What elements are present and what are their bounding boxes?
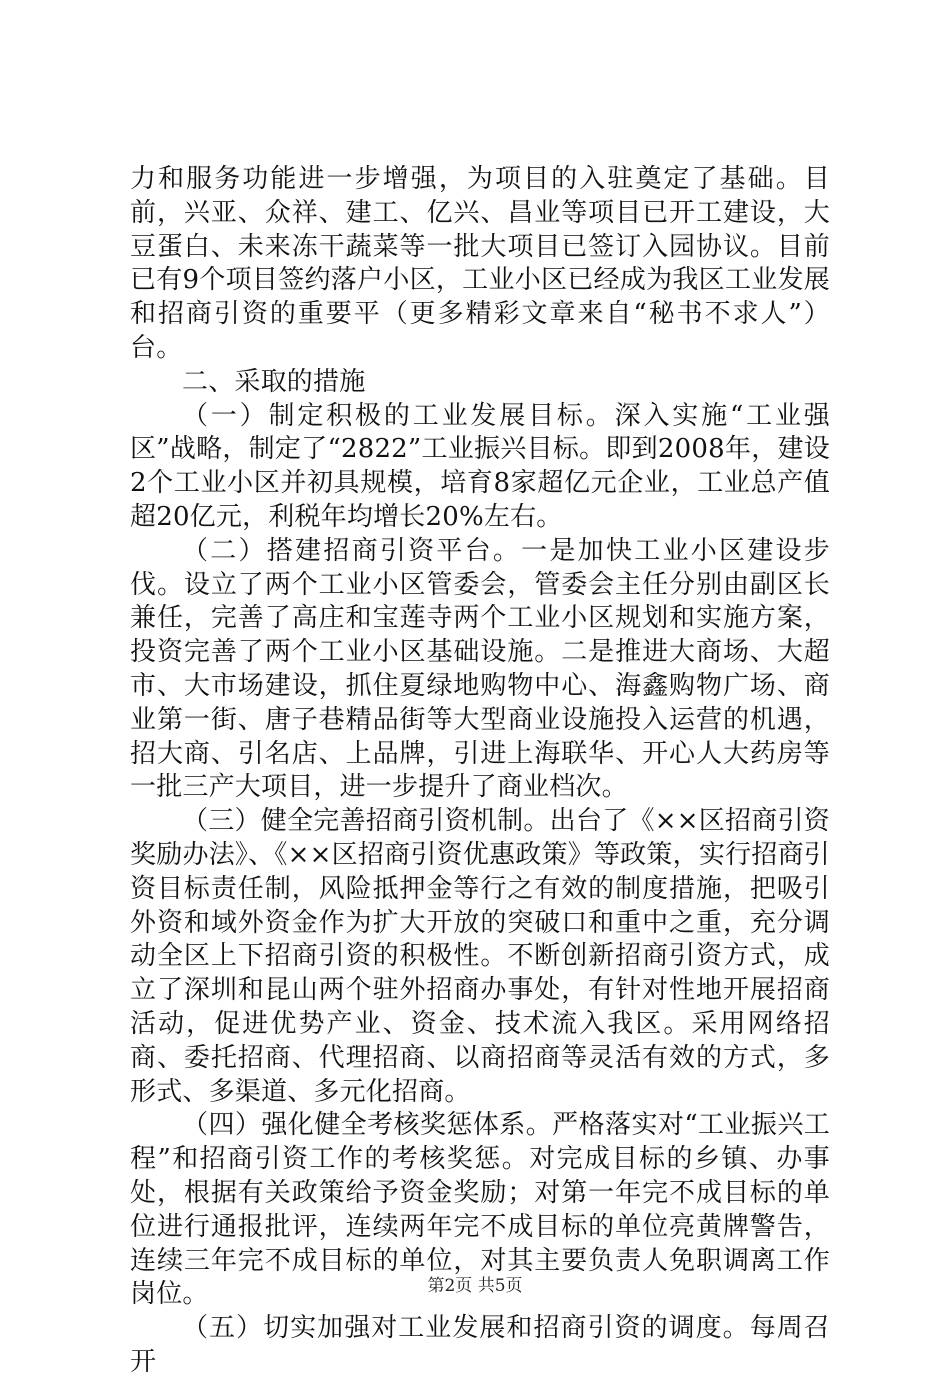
paragraph-intro-continuation: 力和服务功能进一步增强，为项目的入驻奠定了基础。目前，兴亚、众祥、建工、亿兴、昌业等项目已开工建设，大豆蛋白、未来冻干蔬菜等一批大项目已签订入园协议。目前已有9个项目签约落户小区，工业小区已经成为我区工业发展和招商引资的重要平（更多精彩文章来自“秘书不求人”）台。	[130, 164, 830, 363]
paragraph-measure-5: （五）切实加强对工业发展和招商引资的调度。每周召开	[130, 1313, 830, 1377]
document-body	[130, 163, 830, 1380]
page-number-footer: 第2页 共5页	[427, 1276, 523, 1296]
section-heading-measures: 二、采取的措施	[182, 366, 366, 397]
paragraph-measure-2: （二）搭建招商引资平台。一是加快工业小区建设步伐。设立了两个工业小区管委会，管委会主任分别由副区长兼任，完善了高庄和宝莲寺两个工业小区规划和实施方案，投资完善了两个工业小区基础设施。二是推进大商场、大超市、大市场建设，抓住夏绿地购物中心、海鑫购物广场、商业第一街、唐子巷精品街等大型商业设施投入运营的机遇，招大商、引名店、上品牌，引进上海联华、开心人大药房等一批三产大项目，进一步提升了商业档次。	[130, 535, 830, 803]
paragraph-measure-1: （一）制定积极的工业发展目标。深入实施“工业强区”战略，制定了“2822”工业振兴目标。即到2008年，建设2个工业小区并初具规模，培育8家超亿元企业，工业总产值超20亿元，利税年均增长20%左右。	[130, 400, 830, 532]
paragraph-measure-4: （四）强化健全考核奖惩体系。严格落实对“工业振兴工程”和招商引资工作的考核奖惩。对完成目标的乡镇、办事处，根据有关政策给予资金奖励；对第一年完不成目标的单位进行通报批评，连续两年完不成目标的单位亮黄牌警告，连续三年完不成目标的单位，对其主要负责人免职调离工作岗位。	[130, 1110, 830, 1310]
paragraph-measure-3: （三）健全完善招商引资机制。出台了《××区招商引资奖励办法》、《××区招商引资优惠政策》等政策，实行招商引资目标责任制，风险抵押金等行之有效的制度措施，把吸引外资和域外资金作为扩大开放的突破口和重中之重，充分调动全区上下招商引资的积极性。不断创新招商引资方式，成立了深圳和昆山两个驻外招商办事处，有针对性地开展招商活动，促进优势产业、资金、技术流入我区。采用网络招商、委托招商、代理招商、以商招商等灵活有效的方式，多形式、多渠道、多元化招商。	[130, 806, 830, 1107]
